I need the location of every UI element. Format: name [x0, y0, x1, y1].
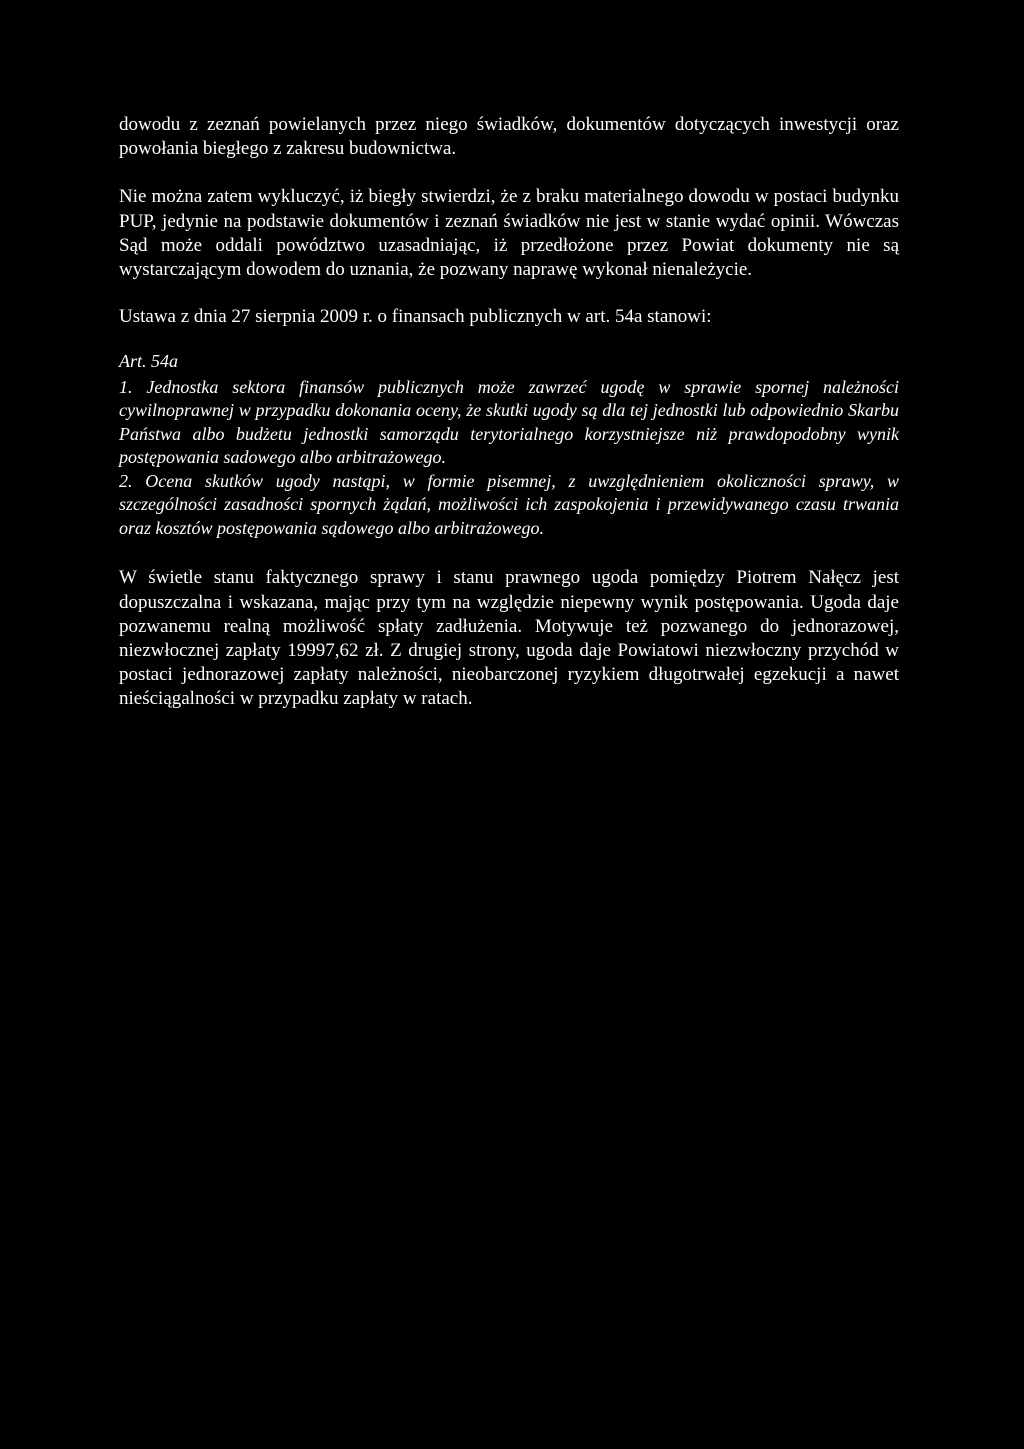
- paragraph-statute-reference: Ustawa z dnia 27 sierpnia 2009 r. o finansach publicznych w art. 54a stanowi:: [119, 306, 712, 328]
- article-heading: Art. 54a: [119, 351, 179, 372]
- document-page: [119, 113, 899, 712]
- article-quote: [119, 350, 899, 540]
- paragraph-expert-opinion: Nie można zatem wykluczyć, iż biegły stwierdzi, że z braku materialnego dowodu w postaci budynku PUP, jedynie na podstawie dokumentów i zeznań świadków nie jest w stanie wydać opinii. Wówczas Sąd może oddali powództwo uzasadniając, iż przedłożone przez Powiat dokumenty nie są wystarczającym dowodem do uznania, że pozwany naprawę wykonał nienależycie.: [119, 186, 899, 281]
- paragraph-settlement-conclusion: W świetle stanu faktycznego sprawy i stanu prawnego ugoda pomiędzy Piotrem Nałęcz jest dopuszczalna i wskazana, mając przy tym na względzie niepewny wynik postępowania. Ugoda daje pozwanemu realną możliwość spłaty zadłużenia. Motywuje też pozwanego do jednorazowej, niezwłocznej zapłaty 19997,62 zł. Z drugiej strony, ugoda daje Powiatowi niezwłoczny przychód w postaci jednorazowej zapłaty należności, nieobarczonej ryzykiem długotrwałej egzekucji a nawet nieściągalności w przypadku zapłaty w ratach.: [119, 567, 899, 710]
- article-point-1: 1. Jednostka sektora finansów publicznych może zawrzeć ugodę w sprawie spornej należności cywilnoprawnej w przypadku dokonania oceny, że skutki ugody są dla tej jednostki lub odpowiednio Skarbu Państwa albo budżetu jednostki samorządu terytorialnego korzystniejsze niż prawdopodobny wynik postępowania sadowego albo arbitrażowego.: [119, 376, 899, 468]
- article-point-2: 2. Ocena skutków ugody nastąpi, w formie pisemnej, z uwzględnieniem okoliczności sprawy, w szczególności zasadności spornych żądań, możliwości ich zaspokojenia i przewidywanego czasu trwania oraz kosztów postępowania sądowego albo arbitrażowego.: [119, 470, 899, 538]
- paragraph-evidence: dowodu z zeznań powielanych przez niego świadków, dokumentów dotyczących inwestycji oraz powołania biegłego z zakresu budownictwa.: [119, 114, 899, 160]
